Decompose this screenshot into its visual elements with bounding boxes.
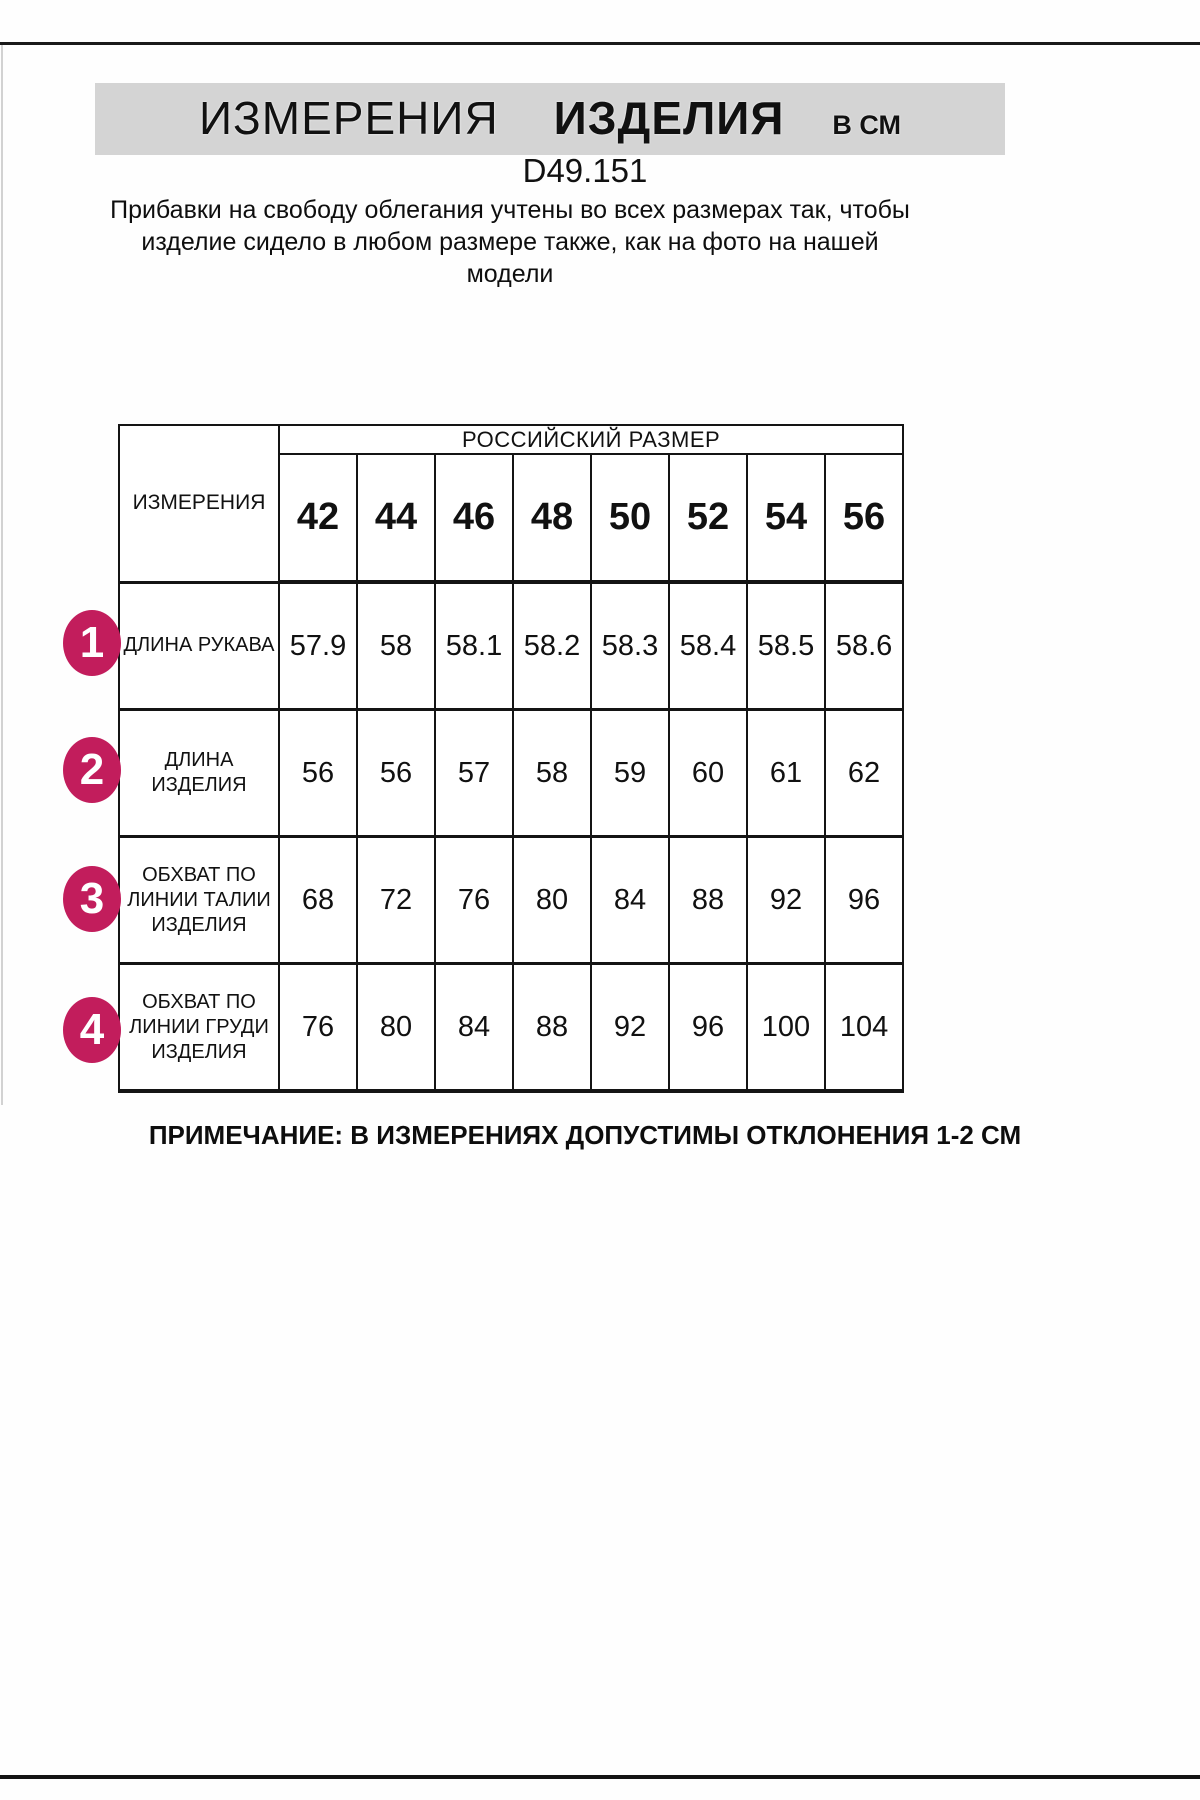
row-label: ДЛИНА РУКАВА: [119, 582, 279, 710]
value-cell: 61: [747, 710, 825, 837]
size-column-header: 42: [279, 454, 357, 582]
title-banner: [95, 83, 1005, 155]
row-label: ОБХВАТ ПО ЛИНИИ ГРУДИ ИЗДЕЛИЯ: [119, 964, 279, 1092]
value-cell: 84: [435, 964, 513, 1092]
size-column-header: 52: [669, 454, 747, 582]
size-column-header: 46: [435, 454, 513, 582]
size-group-header: РОССИЙСКИЙ РАЗМЕР: [279, 425, 903, 454]
value-cell: 88: [669, 837, 747, 964]
row-label: ОБХВАТ ПО ЛИНИИ ТАЛИИ ИЗДЕЛИЯ: [119, 837, 279, 964]
row-number-badge: 1: [63, 610, 121, 676]
value-cell: 60: [669, 710, 747, 837]
value-cell: 84: [591, 837, 669, 964]
value-cell: 104: [825, 964, 903, 1092]
title-unit: В СМ: [832, 110, 902, 140]
value-cell: 58.5: [747, 582, 825, 710]
left-edge-divider: [1, 45, 3, 1105]
corner-header-cell: ИЗМЕРЕНИЯ: [119, 425, 279, 582]
fit-description: [20, 194, 1000, 290]
value-cell: 56: [357, 710, 435, 837]
size-column-header: 48: [513, 454, 591, 582]
value-cell: 72: [357, 837, 435, 964]
measurement-row-sleeve-length: [119, 582, 903, 710]
value-cell: 58.2: [513, 582, 591, 710]
value-cell: 96: [825, 837, 903, 964]
value-cell: 100: [747, 964, 825, 1092]
size-column-header: 44: [357, 454, 435, 582]
value-cell: 59: [591, 710, 669, 837]
value-cell: 57.9: [279, 582, 357, 710]
fit-description-line-1: Прибавки на свободу облегания учтены во всех размерах так, чтобы: [110, 196, 910, 224]
value-cell: 58: [513, 710, 591, 837]
value-cell: 58.3: [591, 582, 669, 710]
value-cell: 62: [825, 710, 903, 837]
value-cell: 80: [357, 964, 435, 1092]
table-header-group-row: [119, 425, 903, 454]
size-column-header: 50: [591, 454, 669, 582]
measurement-row-chest-girth: [119, 964, 903, 1092]
model-code: D49.151: [522, 152, 648, 189]
row-number-badge: 4: [63, 997, 121, 1063]
row-number-badge: 3: [63, 866, 121, 932]
value-cell: 57: [435, 710, 513, 837]
row-number-badge: 2: [63, 737, 121, 803]
value-cell: 92: [747, 837, 825, 964]
value-cell: 92: [591, 964, 669, 1092]
value-cell: 76: [279, 964, 357, 1092]
value-cell: 68: [279, 837, 357, 964]
value-cell: 96: [669, 964, 747, 1092]
value-cell: 58: [357, 582, 435, 710]
value-cell: 58.4: [669, 582, 747, 710]
fit-description-line-3: модели: [466, 260, 554, 288]
row-label: ДЛИНА ИЗДЕЛИЯ: [119, 710, 279, 837]
bottom-divider: [0, 1775, 1200, 1779]
top-divider: [0, 42, 1200, 45]
value-cell: 76: [435, 837, 513, 964]
size-column-header: 56: [825, 454, 903, 582]
measurement-row-waist-girth: [119, 837, 903, 964]
value-cell: 58.1: [435, 582, 513, 710]
value-cell: 80: [513, 837, 591, 964]
title-measurements: ИЗМЕРЕНИЯ: [198, 92, 499, 144]
value-cell: 88: [513, 964, 591, 1092]
title-product: ИЗДЕЛИЯ: [553, 92, 785, 144]
fit-description-line-2: изделие сидело в любом размере также, как на фото на нашей: [141, 228, 879, 256]
measurement-row-garment-length: [119, 710, 903, 837]
note-text: ПРИМЕЧАНИЕ: В ИЗМЕРЕНИЯХ ДОПУСТИМЫ ОТКЛОНЕНИЯ 1-2 СМ: [148, 1120, 1022, 1150]
size-table: [118, 424, 904, 1093]
value-cell: 56: [279, 710, 357, 837]
value-cell: 58.6: [825, 582, 903, 710]
size-column-header: 54: [747, 454, 825, 582]
